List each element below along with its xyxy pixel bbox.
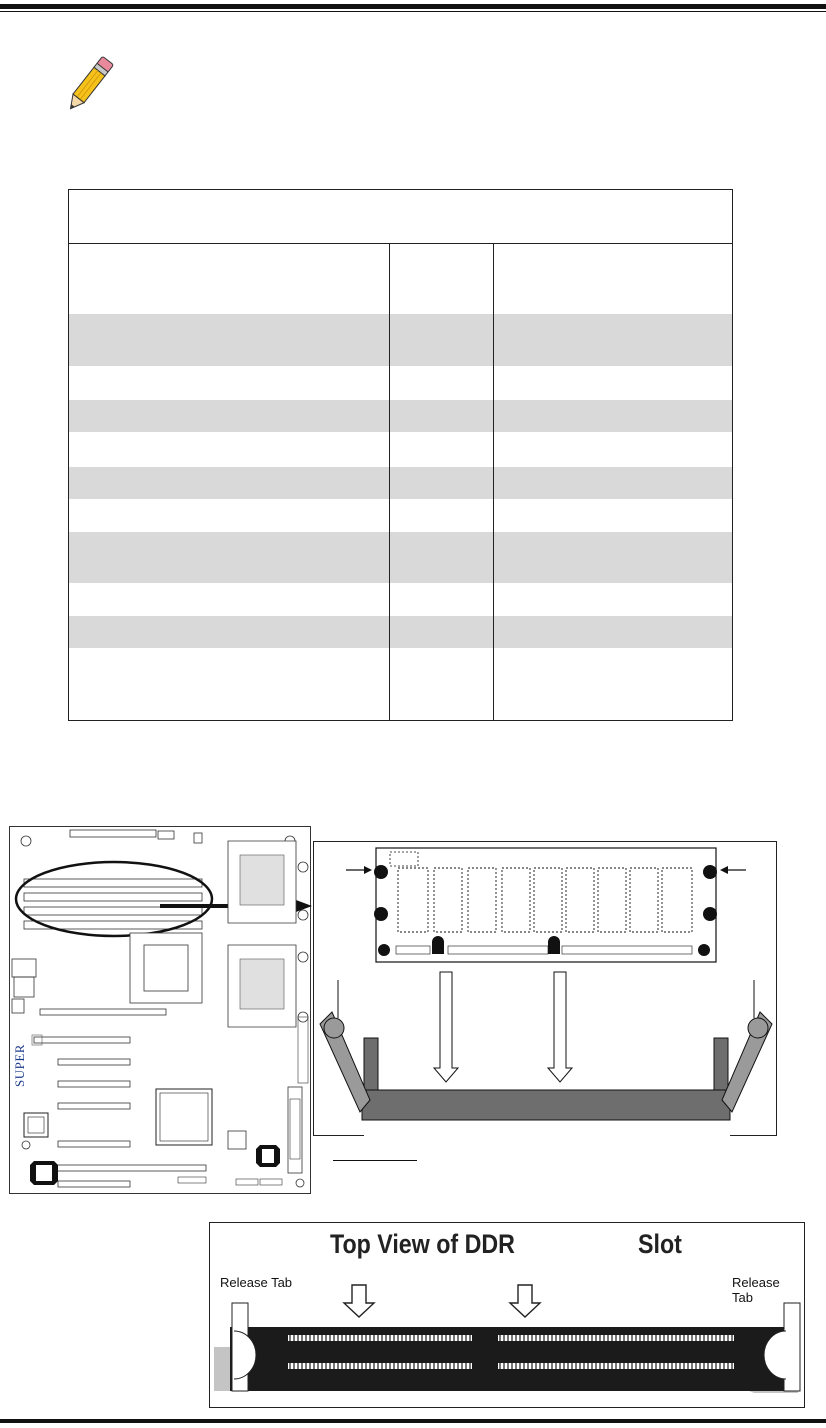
table-row — [69, 583, 732, 616]
table-row — [69, 532, 732, 583]
table-row — [69, 648, 732, 721]
motherboard-layout — [9, 826, 311, 1194]
motherboard-drawing — [10, 827, 312, 1195]
release-tab-label-right: Release Tab — [732, 1275, 780, 1305]
top-view-title-slot: Slot — [638, 1229, 682, 1259]
table-row — [69, 432, 732, 467]
header-rule-thin — [0, 11, 826, 12]
top-view-diagram — [209, 1222, 805, 1408]
pencil-icon — [60, 52, 118, 118]
table-row — [69, 366, 732, 400]
dimm-installation-diagram — [313, 841, 777, 1136]
table-row — [69, 616, 732, 648]
release-tab-label-left: Release Tab — [220, 1275, 293, 1290]
table-header-rule — [69, 243, 732, 244]
top-view-drawing — [210, 1223, 806, 1409]
column-divider — [389, 244, 390, 720]
memory-table — [68, 189, 733, 721]
table-row — [69, 314, 732, 366]
top-view-title: Top View of DDR — [330, 1229, 515, 1259]
footer-rule — [0, 1419, 826, 1423]
column-divider — [493, 244, 494, 720]
table-row — [69, 499, 732, 532]
table-row — [69, 467, 732, 499]
caption-underline — [333, 1160, 417, 1161]
installation-drawing — [314, 842, 778, 1137]
brand-logo: SUPER — [12, 1044, 27, 1087]
header-rule — [0, 4, 826, 9]
table-row — [69, 400, 732, 432]
